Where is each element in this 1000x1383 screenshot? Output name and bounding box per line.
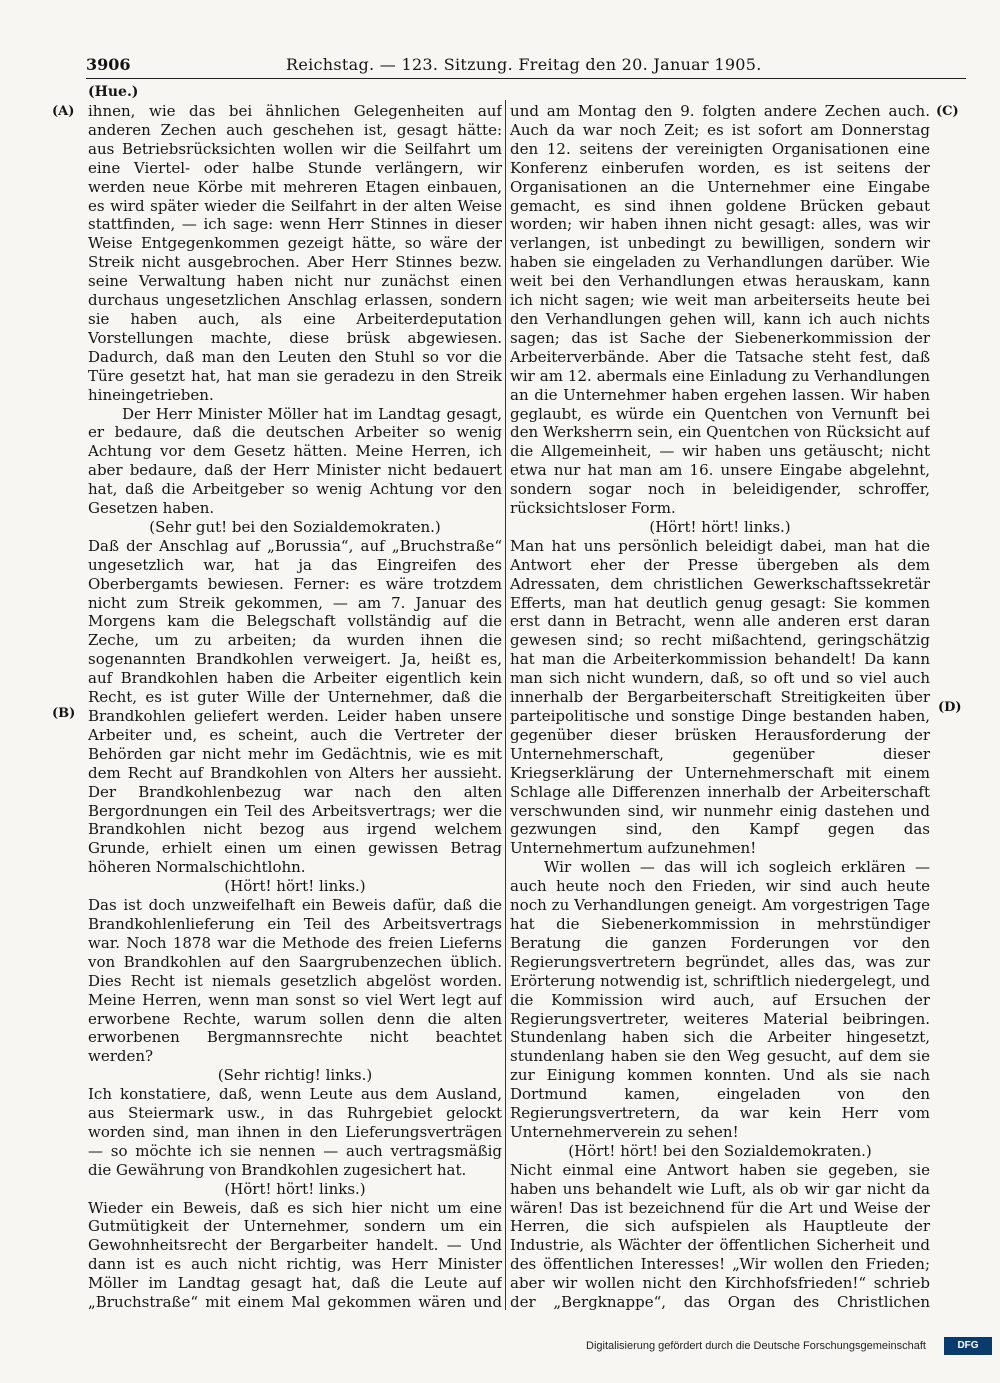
right-column bbox=[510, 102, 930, 1312]
digitization-credit: Digitalisierung gefördert durch die Deutsche Forschungsgemeinschaft bbox=[586, 1340, 926, 1352]
margin-mark-d: (D) bbox=[938, 700, 962, 715]
paragraph: Man hat uns persönlich beleidigt dabei, man hat die Antwort eher der Presse übergeben als dem Adressaten, dem christlichen Gewerkschaftssekretär Efferts, man hat deutlich genug gesagt: Sie kommen erst dann in Betracht, wenn alle anderen erst daran gewesen sind; so recht mißachtend, geringschätzig hat man die Arbeiterkommission behandelt! Da kann man sich nicht wundern, daß, so oft und so viel auch innerhalb der Bergarbeiterschaft Streitigkeiten über parteipolitische und sonstige Dinge bestanden haben, gegenüber dieser brüsken Herausforderung der Unternehmerschaft, gegenüber dieser Kriegserklärung der Unternehmerschaft mit einem Schlage alle Differenzen innerhalb der Arbeiterschaft verschwunden sind, wir nunmehr einig dastehen und gezwungen sind, den Kampf gegen das Unternehmertum aufzunehmen! bbox=[510, 536, 930, 858]
page-number: 3906 bbox=[86, 55, 131, 74]
interjection: (Hört! hört! links.) bbox=[224, 1179, 366, 1198]
paragraph: Ich konstatiere, daß, wenn Leute aus dem Ausland, aus Steiermark usw., in das Ruhrgebiet gelockt worden sind, man ihnen in den Lieferungsverträgen — so möchte ich sie nennen — auch vertragsmäßig die Gewährung von Brandkohlen zugesichert hat. bbox=[88, 1085, 502, 1179]
interjection: (Hört! hört! links.) bbox=[224, 877, 366, 896]
running-head: Reichstag. — 123. Sitzung. Freitag den 20. Januar 1905. bbox=[286, 55, 762, 74]
paragraph: und am Montag den 9. folgten andere Zechen auch. Auch da war noch Zeit; es ist sofort am Donnerstag den 12. seitens der vereinigten Organisationen eine Konferenz einberufen worden, es ist seitens der Organisationen an die Unternehmer eine Eingabe gemacht, es sind ihnen goldene Brücken gebaut worden; wir haben ihnen nicht gesagt: alles, was wir verlangen, ist unbedingt zu bewilligen, sondern wir haben sie eingeladen zu Verhandlungen darüber. Wie weit bei den Verhandlungen etwas herauskam, kann ich nicht sagen; wie weit man arbeiterseits heute bei den Verhandlungen gehen will, kann ich auch nichts sagen; das ist Sache der Siebenerkommission der Arbeiterverbände. Aber die Tatsache steht fest, daß wir am 12. abermals eine Einladung zu Verhandlungen an die Unternehmer haben ergehen lassen. Wir haben geglaubt, es würde ein Quentchen von Vernunft bei den Werksherrn sein, ein Quentchen von Rücksicht auf die Allgemeinheit, — wir haben uns getäuscht; nicht etwa nur hat man am 16. unsere Eingabe abgelehnt, sondern sogar noch in beleidigender, schroffer, rücksichtsloser Form. bbox=[510, 102, 930, 518]
speaker-label: (Hue.) bbox=[88, 84, 139, 100]
left-column bbox=[88, 102, 502, 1312]
interjection: (Hört! hört! links.) bbox=[649, 517, 791, 536]
paragraph: Wieder ein Beweis, daß es sich hier nicht um eine Gutmütigkeit der Unternehmer, sondern um ein Gewohnheitsrecht der Bergarbeiter handelt. — Und dann ist es auch nicht richtig, was Herr Minister Möller im Landtag gesagt hat, daß die Leute auf „Bruchstraße“ mit einem Mal gekommen wären und bbox=[88, 1198, 502, 1312]
page-header bbox=[86, 52, 966, 79]
paragraph: ihnen, wie das bei ähnlichen Gelegenheiten auf anderen Zechen auch geschehen ist, gesagt hätte: aus Betriebsrücksichten wollen wir die Seilfahrt um eine Viertel- oder halbe Stunde verlängern, wir werden neue Körbe mit mehreren Etagen einbauen, es wird später wieder die Seilfahrt in der alten Weise stattfinden, — ich sage: wenn Herr Stinnes in dieser Weise Entgegenkommen gezeigt hätte, so wäre der Streik nicht ausgebrochen. Aber Herr Stinnes bezw. seine Verwaltung haben nicht nur zunächst einen durchaus ungesetzlichen Anschlag erlassen, sondern sie haben auch, als eine Arbeiterdeputation Vorstellungen machte, diese brüsk abgewiesen. Dadurch, daß man den Leuten den Stuhl so vor die Türe gesetzt hat, hat man sie geradezu in den Streik hineingetrieben. bbox=[88, 102, 502, 404]
interjection: (Hört! hört! bei den Sozialdemokraten.) bbox=[568, 1141, 872, 1160]
paragraph: Der Herr Minister Möller hat im Landtag gesagt, er bedaure, daß die deutschen Arbeiter so wenig Achtung vor dem Gesetz hätten. Meine Herren, ich aber bedaure, daß der Herr Minister nicht bedauert hat, daß die Arbeitgeber so wenig Achtung vor den Gesetzen haben. bbox=[88, 404, 502, 518]
interjection: (Sehr richtig! links.) bbox=[217, 1066, 373, 1085]
paragraph: Wir wollen — das will ich sogleich erklären — auch heute noch den Frieden, wir sind auch heute noch zu Verhandlungen geneigt. Am vorgestrigen Tage hat die Siebenerkommission in mehrstündiger Beratung die ganzen Forderungen vor den Regierungsvertretern begründet, alles das, was zur Erörterung notwendig ist, schriftlich niedergelegt, und die Kommission wird auch, auf Ersuchen der Regierungsvertreter, weiteres Material beibringen. Stundenlang haben sich die Arbeiter hingesetzt, stundenlang haben sie den Weg gesucht, auf dem sie zur Einigung kommen konnten. Und als sie nach Dortmund kamen, eingeladen von den Regierungsvertretern, da war kein Herr vom Unternehmerverein zu sehen! bbox=[510, 858, 930, 1141]
paragraph: Daß der Anschlag auf „Borussia“, auf „Bruchstraße“ ungesetzlich war, hat ja das Eingreifen des Oberbergamts bewiesen. Ferner: es wäre trotzdem nicht zum Streik gekommen, — am 7. Januar des Morgens kam die Belegschaft vollständig auf die Zeche, um zu arbeiten; da wurden ihnen die sogenannten Brandkohlen verweigert. Ja, heißt es, auf Brandkohlen haben die Arbeiter eigentlich kein Recht, es ist guter Wille der Unternehmer, daß die Brandkohlen geliefert werden. Leider haben unsere Arbeiter und, es scheint, auch die Vertreter der Behörden gar nicht mehr im Gedächtnis, wie es mit dem Recht auf Brandkohlen von Alters her aussieht. Der Brandkohlenbezug war nach den alten Bergordnungen ein Teil des Arbeitsvertrags; wer die Brandkohlen nicht bezog aus irgend welchem Grunde, erhielt einen um einen gewissen Betrag höheren Normalschichtlohn. bbox=[88, 536, 502, 877]
interjection: (Sehr gut! bei den Sozialdemokraten.) bbox=[149, 517, 441, 536]
margin-mark-b: (B) bbox=[52, 706, 76, 721]
margin-mark-c: (C) bbox=[936, 104, 959, 119]
margin-mark-a: (A) bbox=[52, 104, 75, 119]
paragraph: Nicht einmal eine Antwort haben sie gegeben, sie haben uns behandelt wie Luft, als ob wir gar nicht da wären! Das ist bezeichnend für die Art und Weise der Herren, die sich aufspielen als Hauptleute der Industrie, als Wächter der öffentlichen Sicherheit und des öffentlichen Interesses! „Wir wollen den Frieden; aber wir wollen nicht den Kirchhofsfrieden!“ schrieb der „Bergknappe“, das Organ des Christlichen bbox=[510, 1160, 930, 1312]
column-divider bbox=[505, 100, 506, 1310]
dfg-logo: DFG bbox=[944, 1337, 992, 1355]
paragraph: Das ist doch unzweifelhaft ein Beweis dafür, daß die Brandkohlenlieferung ein Teil des Arbeitsvertrags war. Noch 1878 war die Methode des freien Lieferns von Brandkohlen auf den Saargrubenzechen üblich. Dies Recht ist niemals gesetzlich abgelöst worden. Meine Herren, wenn man sonst so viel Wert legt auf erworbene Rechte, warum sollen denn die alten erworbenen Bergmannsrechte nicht beachtet werden? bbox=[88, 896, 502, 1066]
